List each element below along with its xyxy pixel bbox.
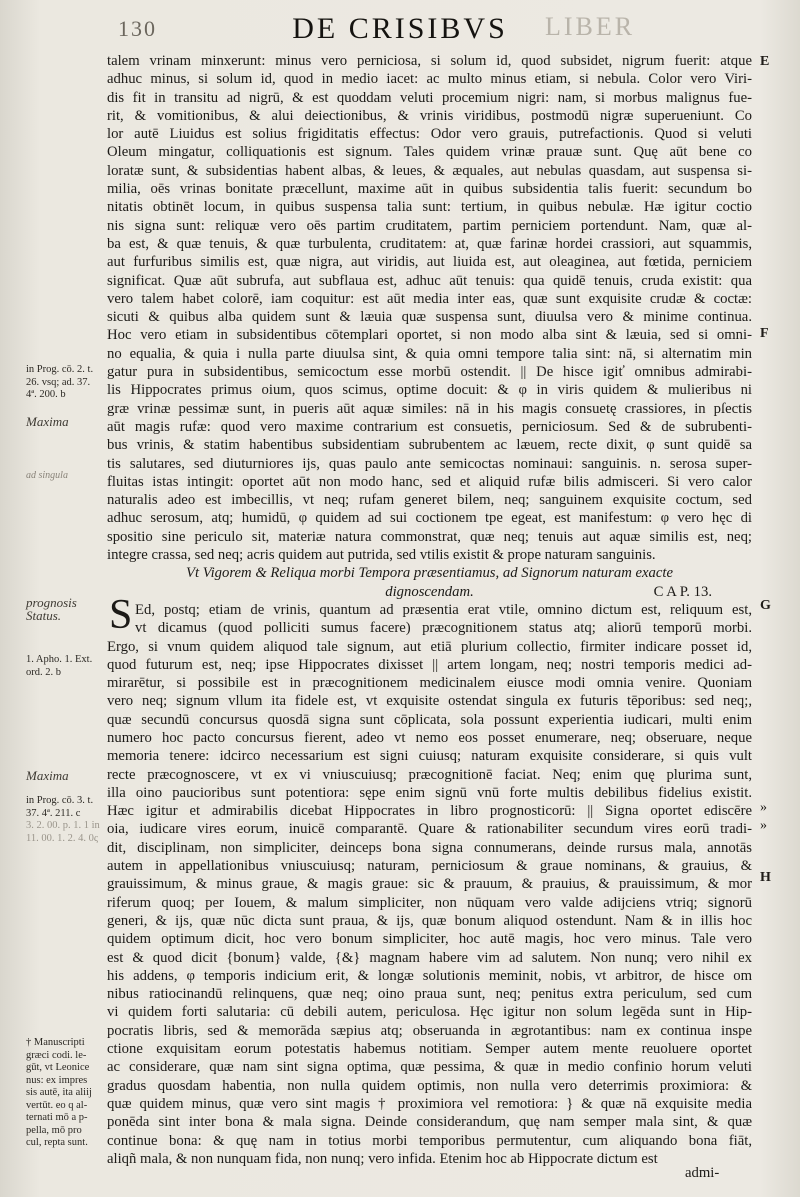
text-line: mirarētur, si possibile est in præcognitionem medicinalem eiusce modi omnia venire. Quoniam bbox=[107, 675, 752, 692]
chapter-heading-line-2 bbox=[107, 583, 752, 601]
text-line: adhuc minus, si solum id, quod in medio iacet: ac multo minus etiam, si nebula. Color vero Viri- bbox=[107, 71, 752, 88]
text-line: pocratis libris, sed & memorāda sæpius atq; obseruanda in ægrotantibus: nam ex continua inspe bbox=[107, 1022, 752, 1039]
handwritten-note-prognosis: prognosis Status. bbox=[26, 595, 77, 623]
page-number: 130 bbox=[118, 16, 157, 41]
section-letter-g: G bbox=[760, 598, 771, 613]
chapter-heading-line-1: Vt Vigorem & Reliqua morbi Tempora præsentiamus, ad Signorum naturam exacte bbox=[186, 565, 673, 582]
text-line: vero neq; signum vllum ita fidele est, vt exquisite ostendat singula ex futuris tēporibus: sed neq;, bbox=[107, 693, 752, 710]
text-line: ba est, & quæ tenuis, & quæ turbulenta, cruditatem: at, quæ farinæ hordei crassiori, aut squammis, bbox=[107, 235, 752, 252]
text-line: autem in appellationibus vniuscuiusq; naturam, perniciosum & graue nominans, & grauius, & bbox=[107, 858, 752, 875]
text-line: gatur pura in subsidentibus, semicoctum esse morbū ostendit. || De hisce igiť omnibus admirabi- bbox=[107, 364, 752, 381]
text-line: vero talem habet colorē, iam coquitur: est aūt media inter eas, quæ sunt exquisite crudæ & coctæ: bbox=[107, 290, 752, 307]
text-line: his addens, φ temporis indicium erit, & longæ solutionis meminit, nobis, vt arbitror, de hisce om bbox=[107, 967, 752, 984]
text-line: aut furfuribus similis est, quæ nigra, aut viridis, aut liuida est, aut oleaginea, aut fœtida, perniciem bbox=[107, 254, 752, 271]
text-line: quod futurum est, neq; ipse Hippocrates dixisset || artem longam, neq; nostri temporis medici ad- bbox=[107, 656, 752, 673]
text-line: bus vrinis, & statim habentibus subsidentiam subrubentem ac læuem, recte dixit, φ sunt quidē sa bbox=[107, 437, 752, 454]
text-line: tis salutares, sed diuturniores ijs, quas paulo ante semicoctas nominaui: sanguinis. n. serosa super- bbox=[107, 455, 752, 472]
chapter-number: C A P. 13. bbox=[653, 583, 712, 600]
text-line: spositio sine periculo sit, materiæ natura commonstrat, quæ neq; tenuis aut aquæ similis est, neq; bbox=[107, 528, 752, 545]
text-line: memoria tenere: idcirco necessarium est signi cuiusq; naturam exquisite considerare, si quis vult bbox=[107, 748, 752, 765]
text-line: ac considerare, quæ nam sint signa optima, quæ pessima, & quæ in medio confinio horum veluti bbox=[107, 1059, 752, 1076]
text-line: dis fit in transitu ad nigrū, & est quoddam veluti procemium nigri: nam, si morbus malignus fue- bbox=[107, 89, 752, 106]
text-line: integre crassa, sed neq; acris quidem aut putrida, sed vtilis existit & prope naturam sanguinis. bbox=[107, 547, 656, 564]
text-line: Oleum mingatur, colliquationis est signum. Tales quidem vrinæ prauæ sunt. Quę aūt bene co bbox=[107, 144, 752, 161]
text-line: est & quod dicit {bonum} valde, {&} magnam habere vim ad salutem. Non nunq; vero nihil ex bbox=[107, 949, 752, 966]
running-title: DE CRISIBVS bbox=[292, 12, 508, 45]
text-line: adhuc serosum, atq; humidū, φ quidem ad sui coctionem tpe egeat, est manifestum: φ vero hęc di bbox=[107, 510, 752, 527]
text-line: Ed, postq; etiam de vrinis, quantum ad præsentia erat vtile, omnino dictum est, reliquum est, bbox=[135, 601, 752, 618]
margin-note-reference-3: in Prog. cō. 3. t. 37. 4ª. 211. c 3. 2. 00. p. 1. 1 in 11. 00. 1. 2. 4. 0ς bbox=[26, 795, 100, 844]
text-line: quæ secundū concursus quosdā signa sunt cōplicata, sola possunt experientia iudicari, multi enim bbox=[107, 711, 752, 728]
text-line: græ vrinæ pessimæ sunt, in pueris aūt aquæ similes: nā in his magis consuetę crassiores, in pſectis bbox=[107, 400, 752, 417]
margin-note-manuscript: † Manuscripti græci codi. le- gūt, vt Leonice nus: ex impres sis autē, ita aliij vertūt. eo q al- ternati mō a p- pella, mō pro cul, repta sunt. bbox=[26, 1037, 92, 1148]
text-line: grauissimum, & minus graue, & magis graue: sic & prauum, & prauius, & prauissimum, & mor bbox=[107, 876, 752, 893]
text-line: recte præcognoscere, vt ex vi vniuscuiusq; præcognitionē faciat. Neq; enim quę plurima sunt, bbox=[107, 766, 752, 783]
text-line: no equalia, & quia i nulla parte diuulsa sint, & quia omni tempore talia sint: nā, si alternatim min bbox=[107, 345, 752, 362]
text-line: fluitas istas intingit: oportet aūt non modo hanc, sed et aliquid rufæ bilis admisceri. Si vero calor bbox=[107, 473, 752, 490]
quote-mark-1: » bbox=[760, 800, 767, 815]
handwritten-note-maxima-1: Maxima bbox=[26, 414, 69, 429]
text-paragraph-urine-signs bbox=[107, 52, 752, 564]
quote-mark-2: » bbox=[760, 818, 767, 833]
text-line: numero hoc pacto concursus fierent, adeo vt nemo eos posset enumerare, neq; obseruare, neque bbox=[107, 729, 752, 746]
text-line: vi quidem forti salutaria: cū debili autem, periculosa. Hęc igitur non solum legēda sunt in Hip- bbox=[107, 1004, 752, 1021]
text-line: aūt magis rufæ: quod vero maxime contrarium est consuetis, perniciosum. Sed & de subrubenti- bbox=[107, 418, 752, 435]
text-line: milia, oēs vrinas bonitate præcellunt, maxime aūt in quibus subsidentia talis fuerit: secundum bo bbox=[107, 181, 752, 198]
text-line: gradus quosdam habentia, non nulla quidem optimis, non nulla vero deterrimis proximiora: & bbox=[107, 1077, 752, 1094]
text-line: nis signa sunt: reliquæ vero oēs partim cruditatem, partim perniciem portendunt. Nam, quæ al- bbox=[107, 217, 752, 234]
text-line: significat. Quæ aūt subrufa, aut subflaua est, adhuc aūt tenuis: qua quidē tenuis, cruda existit: qua bbox=[107, 272, 752, 289]
text-line: nibus ratiocinandū relinquens, quæ neq; oino praua sunt, neq; penitus extra periculum, sed cum bbox=[107, 986, 752, 1003]
text-line: naturalis adeo est imbecillis, vt neq; rufam generet bilem, neq; sanguinem exquisite coctum, sed bbox=[107, 492, 752, 509]
text-line: lor autē Liuidus est solius frigiditatis effectus: Odor vero grauis, putrefactionis. Quod si veluti bbox=[107, 126, 752, 143]
text-line: talem vrinam minxerunt: minus vero perniciosa, si solum id, quod subsidet, nigrum fuerit: atque bbox=[107, 53, 752, 69]
text-line: ponēda sint inter bona & mala signa. Deinde considerandum, quę nam semper mala sint, & quæ bbox=[107, 1114, 752, 1131]
text-paragraph-chapter-13 bbox=[107, 601, 752, 1168]
text-line: continue bona: & quę nam in totius morbi temporibus permutentur, cum aliquando bona fiāt, bbox=[107, 1132, 752, 1149]
text-line: nitatis obtinēt locum, in quibus suspensa talia sunt: tertium, in quibus nebulæ. Hæ igitur coctio bbox=[107, 199, 752, 216]
margin-note-reference-1: in Prog. cō. 2. t. 26. vsq; ad. 37. 4ª. 200. b bbox=[26, 364, 94, 400]
handwritten-note-ad-singula: ad singula bbox=[26, 470, 68, 481]
text-line: illa oino paucioribus sunt potentiora: sępe enim signū vnū forte multis debilibus fidelius existit. bbox=[107, 784, 752, 801]
text-line: oia, iudicare vires eorum, inuicē comparantē. Quare & rationabiliter secundum vires eorū tradi- bbox=[107, 821, 752, 838]
catchword: admi- bbox=[685, 1165, 720, 1181]
text-line: lis Hippocrates primus oium, quos scimus, optime docuit: & φ in viris quidem & mulieribus ni bbox=[107, 382, 752, 399]
text-line: Hæc igitur et admirabilis dicebat Hippocrates in libro prognosticorū: || Signa oportet ediscēre bbox=[107, 803, 752, 820]
text-line: ctione exquisitam eorum potestatis habemus notitiam. Semper autem mente reuoluere oportet bbox=[107, 1041, 752, 1058]
text-line: Ergo, si vnum quidem aliquod tale signum, aut etiā plurium collectio, firmiter indicare posset id, bbox=[107, 638, 752, 655]
bleed-through-title: LIBER bbox=[545, 12, 636, 41]
text-line: riferum quoq; per Iouem, & malum simpliciter, non nūquam vero valde adijciens vtriq; signorū bbox=[107, 894, 752, 911]
text-line: vt dicamus (quod polliciti sumus facere) præcognitionem status atq; aliorū temporū morbi. bbox=[135, 620, 752, 637]
section-letter-f: F bbox=[760, 326, 769, 341]
drop-capital: S bbox=[109, 592, 133, 638]
text-line: aliqñ mala, & non nunquam fida, non nunq; vero infida. Etenim hoc ab Hippocrate dictum est bbox=[107, 1150, 658, 1167]
text-line: sicuti & quibus alba quidem sunt & læuia quæ suspensa sunt, diuulsa vero & minime continua. bbox=[107, 309, 752, 326]
main-text-block bbox=[107, 52, 752, 1168]
text-line: loratæ sunt, & subsidentias habent albas, & leues, & æquales, aut nebulas quasdam, aut suspensa si- bbox=[107, 162, 752, 179]
chapter-heading-subtitle: dignoscendam. bbox=[385, 583, 474, 600]
text-line: dit, disciplinam, non simpliciter, deinceps bona signa connumerans, deinde rursus mala, annotās bbox=[107, 839, 752, 856]
text-line: quæ quidem minus, quæ vero sint magis † proximiora vel remotiora: } & quæ nā exquisite media bbox=[107, 1095, 752, 1112]
text-line: rit, & vomitionibus, & alui deiectionibus, & vrinis viridibus, postmodū nigræ superueniunt. Co bbox=[107, 107, 752, 124]
text-line: Hoc vero etiam in subsidentibus cōtemplari oportet, si non modo alba sint & læuia, sed si omni- bbox=[107, 327, 752, 344]
section-letter-h: H bbox=[760, 870, 771, 885]
handwritten-note-maxima-2: Maxima bbox=[26, 768, 69, 783]
margin-note-reference-2: 1. Apho. 1. Ext. ord. 2. b bbox=[26, 654, 93, 678]
text-line: quidem optimum dicit, hoc vero bonum simpliciter, hoc autē magis, hoc vero minus. Tale vero bbox=[107, 931, 752, 948]
section-letter-e: E bbox=[760, 54, 770, 69]
text-line: generi, & ijs, quæ nūc dicta sunt praua, & ijs, quæ bonum aliquod ostendunt. Nam & in illis hoc bbox=[107, 912, 752, 929]
